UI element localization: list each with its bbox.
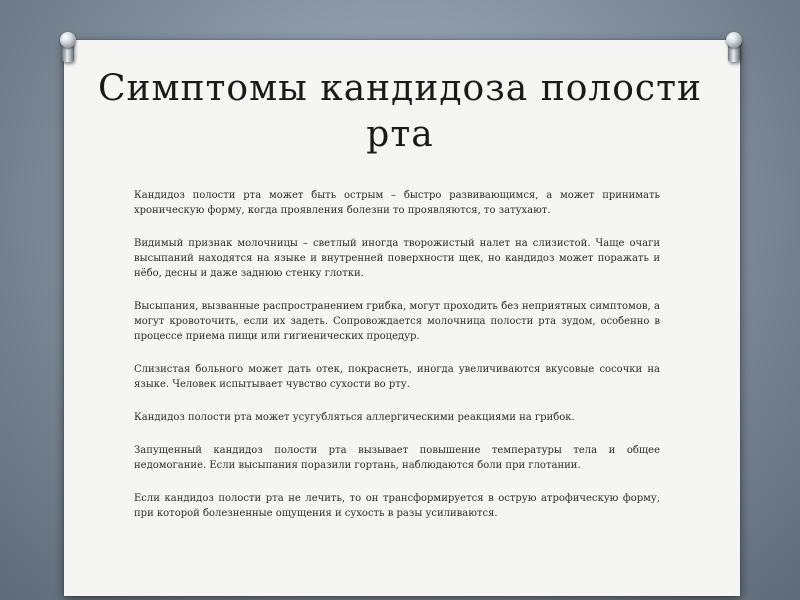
pushpin-left-icon [58,32,78,68]
paragraph: Кандидоз полости рта может быть острым – быстро развивающимся, а может принимать хроническую форму, когда проявления болезни то проявляются, то затухают. [134,190,660,216]
paragraph: Высыпания, вызванные распространением грибка, могут проходить без неприятных симптомов, а могут кровоточить, если их задеть. Сопровождается молочница полости рта зудом, особенно в процессе приема пищи или гигиенических процедур. [134,301,660,342]
title-line-1: Симптомы кандидоза полости [97,68,702,109]
slide-title [90,66,710,158]
title-line-2: рта [366,114,434,155]
paragraph: Слизистая больного может дать отек, покраснеть, иногда увеличиваются вкусовые сосочки на языке. Человек испытывает чувство сухости во рту. [134,364,660,390]
paragraph: Кандидоз полости рта может усугубляться аллергическими реакциями на грибок. [134,412,575,423]
paragraph: Видимый признак молочницы – светлый иногда творожистый налет на слизистой. Чаще очаги высыпаний находятся на языке и внутренней поверхности щек, но кандидоз может поражать и нёбо, десны и даже заднюю стенку глотки. [134,238,660,279]
paragraph: Запущенный кандидоз полости рта вызывает повышение температуры тела и общее недомогание. Если высыпания поразили гортань, наблюдаются боли при глотании. [134,445,660,471]
slide-body [134,188,660,539]
paragraph: Если кандидоз полости рта не лечить, то он трансформируется в острую атрофическую форму, при которой болезненные ощущения и сухость в разы усиливаются. [134,493,660,519]
pushpin-right-icon [724,32,744,68]
